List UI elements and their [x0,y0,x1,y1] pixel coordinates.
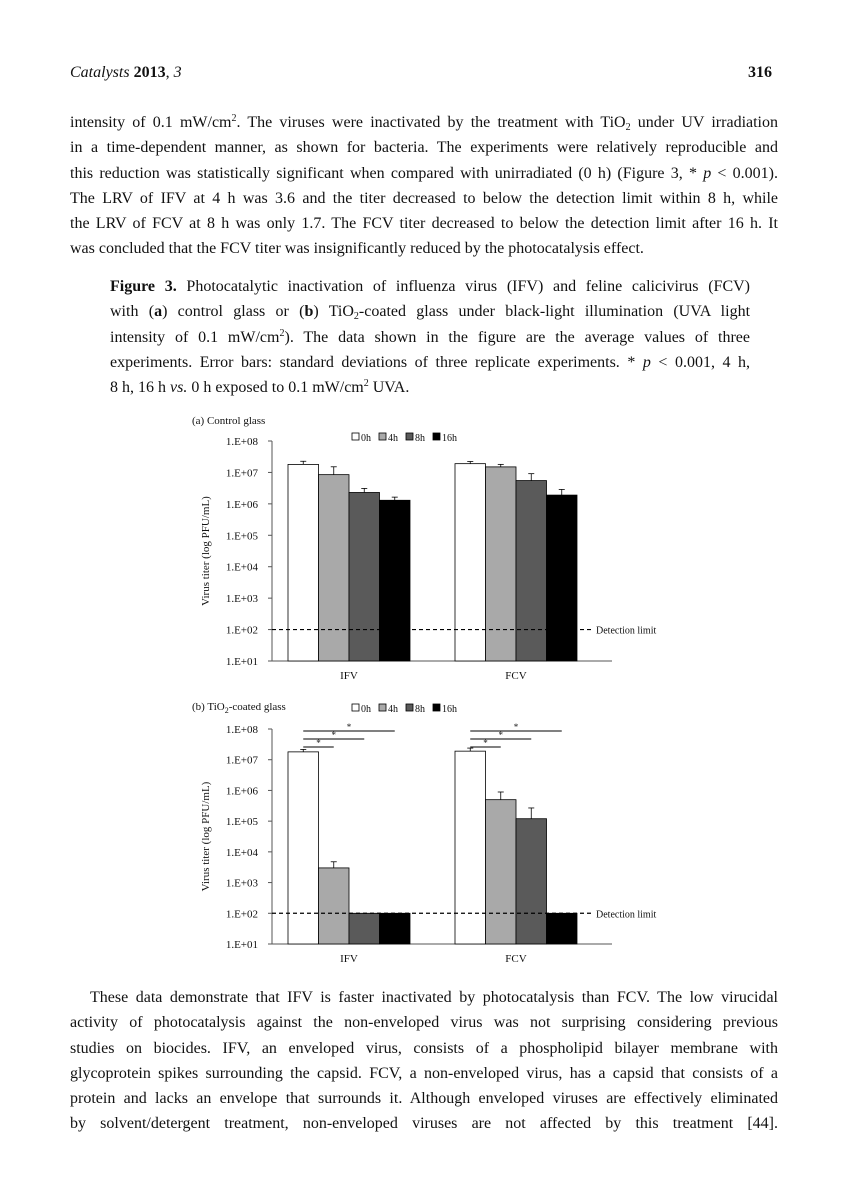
text-line: These data demonstrate that IFV is faster inactivated by photocatalysis than FCV. The low virucidal [90,989,778,1006]
y-tick-label: 1.E+07 [225,467,258,480]
bar-fcv-4h [486,467,517,661]
y-axis-label: Virus titer (log PFU/mL) [200,781,212,892]
y-tick-label: 1.E+06 [225,498,258,511]
legend-label: 4h [388,433,398,444]
text-line: the LRV of FCV at 8 h was only 1.7. The FCV titer decreased to below the detection limit after 16 h. It [70,215,778,233]
legend-swatch-8h [406,433,413,440]
x-category-label: IFV [340,670,358,682]
legend-label: 0h [361,704,371,715]
significance-star: * [483,738,488,748]
legend-swatch-0h [352,704,359,711]
x-category-label: FCV [505,670,527,682]
caption-line: 8 h, 16 h vs. 0 h exposed to 0.1 $mW/cm^2$ UVA. [110,378,410,397]
caption-line: Figure 3. Photocatalytic inactivation of influenza virus (IFV) and feline calicivirus (FCV) [110,278,751,295]
bar-fcv-16h [547,913,578,944]
bar-fcv-0h [455,464,486,661]
y-tick-label: 1.E+04 [225,846,258,859]
page-number: 316 [748,64,772,81]
legend-label: 8h [415,433,425,444]
page-header: Catalysts 2013, 3 316 [70,64,772,81]
y-axis-label: Virus titer (log PFU/mL) [200,496,212,606]
y-tick-label: 1.E+02 [225,908,258,921]
y-tick-label: 1.E+08 [225,436,258,448]
x-category-label: FCV [505,953,527,965]
caption-line: with (a) control glass or (b) TiO$_2$-coated glass under black-light illumination (UVA light [110,303,751,323]
y-tick-label: 1.E+01 [225,939,258,951]
y-tick-label: 1.E+04 [225,561,258,574]
legend-label: 16h [442,433,457,444]
legend-swatch-0h [352,433,359,440]
y-tick-label: 1.E+01 [225,656,258,668]
legend-swatch-4h [379,704,386,711]
caption-line: intensity of 0.1 $mW/cm^2$). The data shown in the figure are the average values of three [110,327,751,346]
chart-title: (b) TiO$_2$-coated glass [192,701,286,715]
legend-label: 4h [388,704,398,715]
bar-ifv-0h [288,752,319,944]
caption-line: experiments. Error bars: standard deviations of three replicate experiments. * p < 0.001, 4 h, [110,353,751,371]
journal-year: 2013 [133,64,166,81]
text-line: activity of photocatalysis against the non-enveloped virus was not surprising considering previous [70,1014,778,1032]
text-line: this reduction was statistically significant when compared with unirradiated (0 h) (Figure 3, * p < 0.001). [70,164,778,182]
bar-fcv-16h [547,495,578,661]
y-tick-label: 1.E+05 [225,816,258,829]
y-tick-label: 1.E+08 [225,724,258,736]
legend-label: 8h [415,704,425,715]
chart-title: (a) Control glass [192,415,266,427]
conclusion-paragraph [70,985,778,1137]
text-line: glycoprotein spikes surrounding the capsid. FCV, a non-enveloped virus, has a capsid that consists of a [70,1064,778,1082]
detection-limit-label: Detection limit [596,909,657,921]
bar-ifv-8h [349,492,380,661]
intro-paragraph [70,110,778,262]
bar-ifv-16h [380,913,411,944]
bar-fcv-4h [486,800,517,944]
bar-fcv-8h [516,481,547,661]
legend-label: 0h [361,433,371,444]
significance-star: * [513,722,519,732]
text-line: intensity of 0.1 $mW/cm^2$. The viruses were inactivated by the treatment with TiO$_2$ under UV irradiation [70,113,779,133]
significance-star: * [331,730,336,740]
bar-ifv-0h [288,464,319,661]
legend-swatch-16h [433,704,440,711]
legend-swatch-4h [379,433,386,440]
y-tick-label: 1.E+06 [225,785,258,798]
journal-volume: 3 [173,64,182,81]
x-category-label: IFV [340,953,358,965]
figure-label: Figure 3. [110,278,177,295]
y-tick-label: 1.E+02 [225,624,258,637]
significance-star: * [316,738,321,748]
legend-swatch-16h [433,433,440,440]
text-line: in a time-dependent manner, as shown for bacteria. The experiments were relatively reproducible and [70,139,778,157]
significance-star: * [346,722,352,732]
bar-ifv-4h [319,868,350,944]
bar-ifv-4h [319,475,350,661]
y-tick-label: 1.E+03 [225,877,258,890]
y-tick-label: 1.E+07 [225,754,258,767]
significance-star: * [498,730,503,740]
bar-ifv-8h [349,913,380,944]
text-line: protein and lacks an envelope that surrounds it. Although enveloped viruses are effectively eliminated [70,1090,778,1108]
y-tick-label: 1.E+05 [225,530,258,543]
y-tick-label: 1.E+03 [225,593,258,606]
figure-caption [110,274,750,400]
text-line: The LRV of IFV at 4 h was 3.6 and the titer decreased to below the detection limit within 8 h, while [70,189,778,207]
text-line: studies on biocides. IFV, an enveloped virus, consists of a phospholipid bilayer membrane with [70,1039,778,1057]
bar-fcv-8h [516,819,547,944]
detection-limit-label: Detection limit [596,625,657,637]
text-line: was concluded that the FCV titer was insignificantly reduced by the photocatalysis effect. [70,240,644,258]
text-line: by solvent/detergent treatment, non-enveloped viruses are not affected by this treatment [44]. [70,1115,778,1133]
bar-ifv-16h [380,500,411,661]
journal-name: Catalysts [70,64,130,81]
legend-label: 16h [442,704,457,715]
legend-swatch-8h [406,704,413,711]
bar-fcv-0h [455,751,486,944]
